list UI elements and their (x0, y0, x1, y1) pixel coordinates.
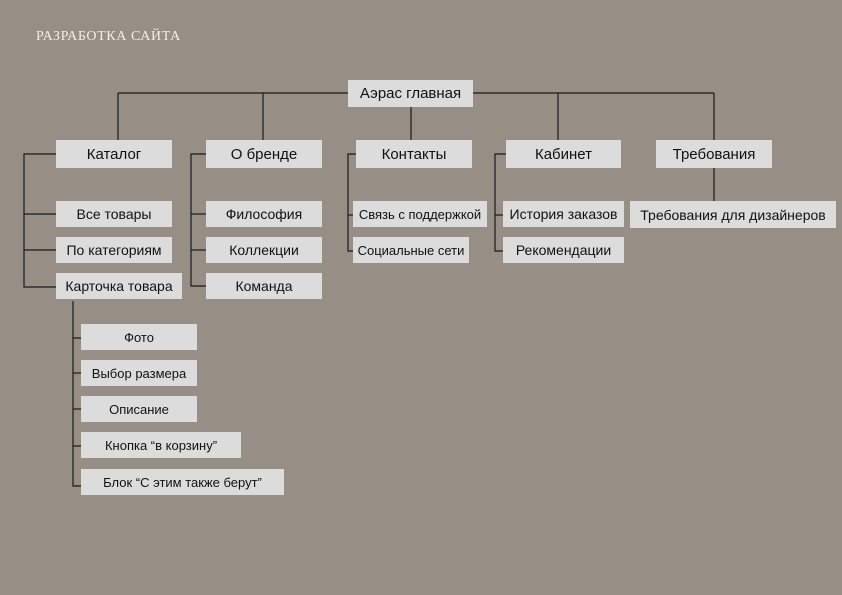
node-description: Описание (81, 396, 197, 422)
node-account: Кабинет (506, 140, 621, 168)
node-all-products: Все товары (56, 201, 172, 227)
node-social: Социальные сети (353, 237, 469, 263)
node-order-history: История заказов (503, 201, 624, 227)
node-size-choice: Выбор размера (81, 360, 197, 386)
node-collections: Коллекции (206, 237, 322, 263)
node-add-to-cart: Кнопка “в корзину” (81, 432, 241, 458)
page-title: РАЗРАБОТКА САЙТА (36, 29, 181, 44)
node-product-card: Карточка товара (56, 273, 182, 299)
node-photo: Фото (81, 324, 197, 350)
node-team: Команда (206, 273, 322, 299)
node-also-buy-block: Блок “С этим также берут” (81, 469, 284, 495)
node-designer-requirements: Требования для дизайнеров (630, 201, 836, 228)
node-contacts: Контакты (356, 140, 472, 168)
node-requirements: Требования (656, 140, 772, 168)
node-by-category: По категориям (56, 237, 172, 263)
node-catalog: Каталог (56, 140, 172, 168)
node-philosophy: Философия (206, 201, 322, 227)
root-node: Аэрас главная (348, 80, 473, 107)
node-support: Связь с поддержкой (353, 201, 487, 227)
node-recommendations: Рекомендации (503, 237, 624, 263)
node-brand: О бренде (206, 140, 322, 168)
